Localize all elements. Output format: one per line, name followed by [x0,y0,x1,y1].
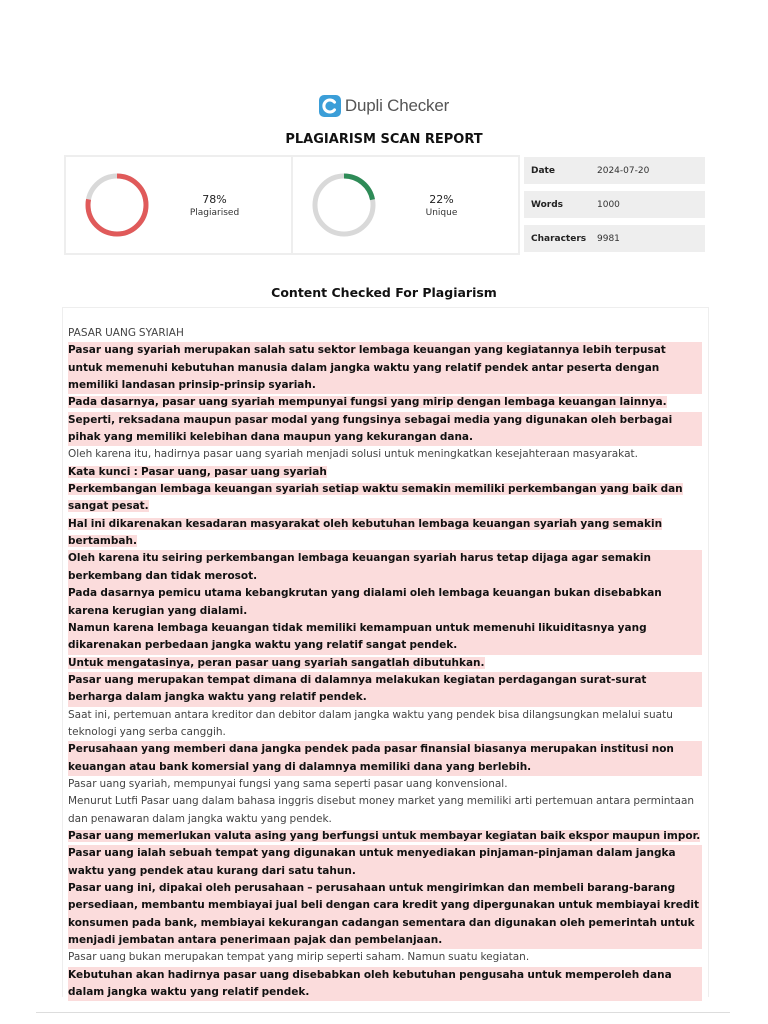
plagiarised-passage [68,481,702,516]
meta-row-words [524,191,705,218]
plagiarised-passage [68,828,702,845]
meta-row-characters [524,225,705,252]
plagiarised-passage [68,516,702,551]
page-divider [36,1012,730,1013]
report-title: PLAGIARISM SCAN REPORT [285,132,483,147]
plagiarised-percent: 78% [202,192,227,206]
plagiarised-passage [68,672,702,707]
passage-text: Pada dasarnya pemicu utama kebangkrutan yang dialami oleh lembaga keuangan bukan disebabkan karena kerugian yang dialami. [68,587,662,617]
unique-passage [68,793,702,828]
passage-text: Pada dasarnya, pasar uang syariah mempunyai fungsi yang mirip dengan lembaga keuangan lainnya. [68,396,667,409]
unique-label: Unique [425,207,458,218]
passage-text: PASAR UANG SYARIAH [68,327,184,339]
unique-passage [68,325,702,342]
plagiarised-label: Plagiarised [189,207,240,218]
plagiarised-passage [68,585,702,620]
unique-passage [68,707,702,742]
meta-key: Words [531,199,564,210]
meta-value: 1000 [597,199,620,210]
plagiarised-passage [68,845,702,880]
passage-text: Pasar uang syariah merupakan salah satu sektor lembaga keuangan yang kegiatannya lebih terpusat untuk memenuhi kebutuhan manusia dalam jangka waktu yang relatif pendek antar peserta dengan memiliki landasan prinsip-prinsip syariah. [68,344,666,392]
unique-passage [68,446,702,463]
plagiarised-ring-chart [84,172,150,238]
meta-key: Characters [531,233,587,244]
plagiarised-passage [68,967,702,1002]
plagiarised-passage [68,880,702,949]
passage-text: Oleh karena itu, hadirnya pasar uang syariah menjadi solusi untuk meningkatkan kesejahteraan masyarakat. [68,448,638,461]
meta-value: 9981 [597,233,620,244]
meta-key: Date [531,165,555,176]
passage-text: Menurut Lutfi Pasar uang dalam bahasa inggris disebut money market yang memiliki arti pertemuan antara permintaan dan penawaran dalam jangka waktu yang pendek. [68,795,695,825]
brand-logo [0,95,768,117]
plagiarised-passage [68,550,702,585]
plagiarised-passage [68,655,702,672]
passage-text: Oleh karena itu seiring perkembangan lembaga keuangan syariah harus tetap dijaga agar semakin berkembang dan tidak merosot. [68,552,651,582]
passage-text: Pasar uang memerlukan valuta asing yang berfungsi untuk membayar kegiatan baik ekspor maupun impor. [68,829,701,842]
unique-passage [68,776,702,793]
passage-text: Pasar uang syariah, mempunyai fungsi yang sama seperti pasar uang konvensional. [68,777,508,790]
passage-text: Kebutuhan akan hadirnya pasar uang disebabkan oleh kebutuhan pengusaha untuk memperoleh dana dalam jangka waktu yang relatif pendek. [68,968,672,999]
unique-passage [68,949,702,966]
passage-text: Perkembangan lembaga keuangan syariah setiap waktu semakin memiliki perkembangan yang baik dan sangat pesat. [68,483,683,513]
passage-text: Pasar uang bukan merupakan tempat yang mirip seperti saham. Namun suatu kegiatan. [68,951,530,964]
meta-value: 2024-07-20 [597,165,650,176]
plagiarised-passage [68,464,702,481]
unique-stat [291,157,518,253]
plagiarised-stat [66,157,291,253]
plagiarised-passage [68,620,702,655]
plagiarised-passage [68,741,702,776]
passage-text: Hal ini dikarenakan kesadaran masyarakat oleh kebutuhan lembaga keuangan syariah yang semakin bertambah. [68,517,663,548]
plagiarised-passage [68,342,702,394]
meta-row-date [524,157,705,184]
passage-text: Perusahaan yang memberi dana jangka pendek pada pasar finansial biasanya merupakan institusi non keuangan atau bank komersial yang di dalamnya memiliki dana yang berlebih. [68,743,674,773]
unique-percent: 22% [429,192,454,206]
content-section-title: Content Checked For Plagiarism [271,285,497,300]
brand-name: Dupli Checker [344,96,450,115]
passage-text: Kata kunci : Pasar uang, pasar uang syariah [68,465,327,478]
passage-text: Saat ini, pertemuan antara kreditor dan debitor dalam jangka waktu yang pendek bisa dilangsungkan melalui suatu teknologi yang serba canggih. [68,708,673,738]
plagiarised-passage [68,412,702,447]
plagiarised-passage [68,394,702,411]
passage-text: Pasar uang merupakan tempat dimana di dalamnya melakukan kegiatan perdagangan surat-surat berharga dalam jangka waktu yang relatif pendek. [68,673,647,704]
scan-stats-panel [64,155,520,255]
passage-text: Namun karena lembaga keuangan tidak memiliki kemampuan untuk memenuhi likuiditasnya yang dikarenakan perbedaan jangka waktu yang relatif sangat pendek. [68,621,647,652]
passage-text: Pasar uang ini, dipakai oleh perusahaan – perusahaan untuk mengirimkan dan membeli barang-barang persediaan, membantu membiayai jual beli dengan cara kredit yang dipergunakan untuk membiayai kredit konsumen pada bank, membiayai kekurangan cadangan sementara dan digunakan oleh pemerintah untuk menjadi jembatan antara penerimaan pajak dan pembelanjaan. [68,882,699,947]
unique-ring-chart [311,172,377,238]
report-meta-table [524,157,705,259]
checked-content [68,325,702,1001]
passage-text: Untuk mengatasinya, peran pasar uang syariah sangatlah dibutuhkan. [68,656,485,669]
passage-text: Seperti, reksadana maupun pasar modal yang fungsinya sebagai media yang digunakan oleh berbagai pihak yang memiliki kelebihan dana maupun yang kekurangan dana. [68,413,673,444]
passage-text: Pasar uang ialah sebuah tempat yang digunakan untuk menyediakan pinjaman-pinjaman dalam jangka waktu yang pendek atau kurang dari satu tahun. [68,847,676,877]
duplichecker-logo-icon [319,95,341,117]
